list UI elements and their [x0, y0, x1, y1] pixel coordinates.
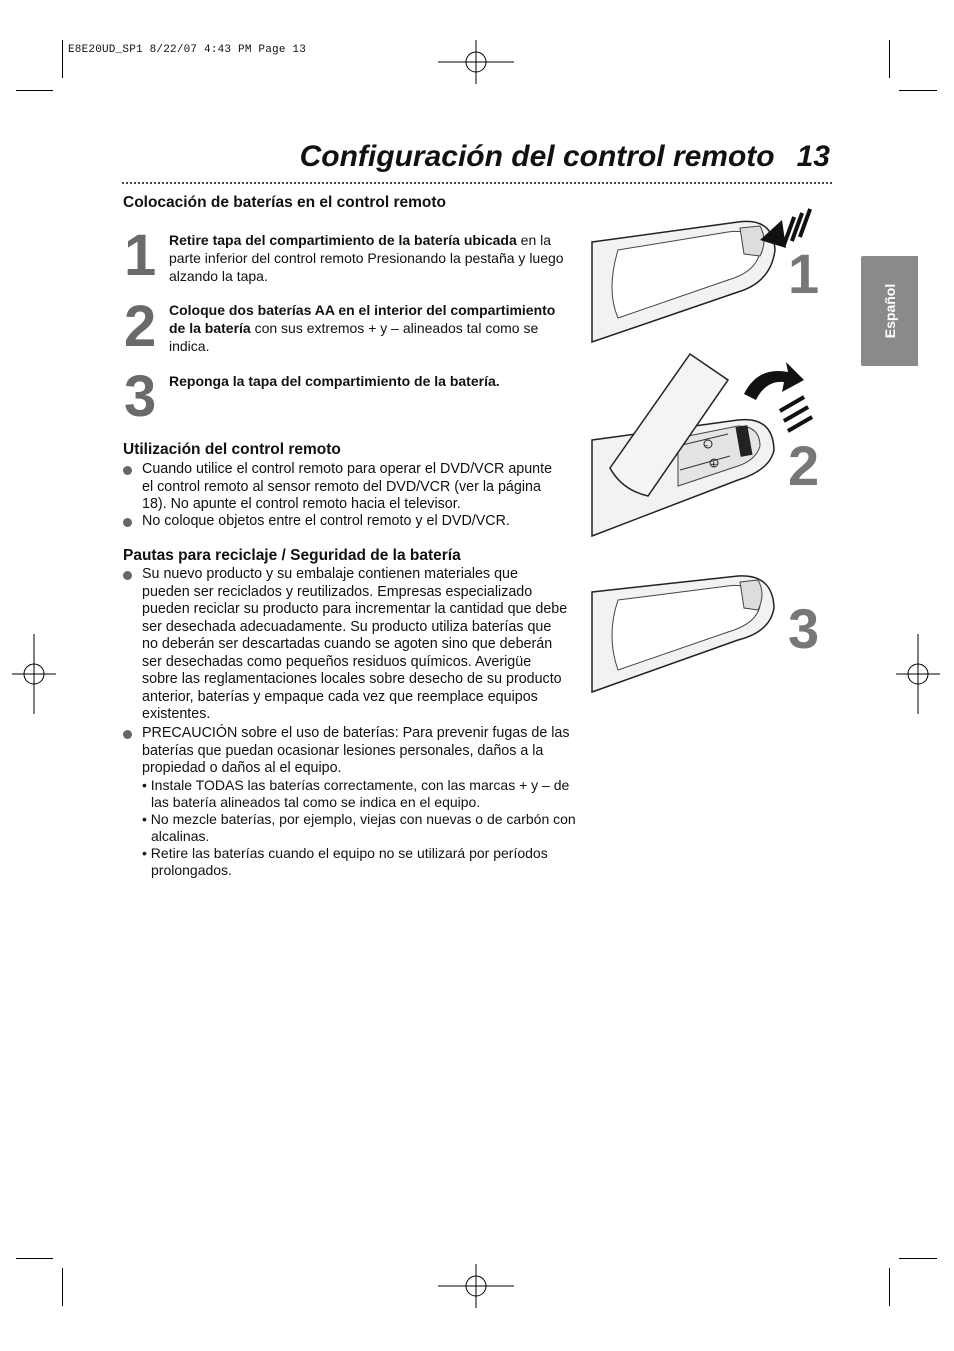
step-text-rest: con sus extremos + y – alineados tal como se indica.	[169, 320, 539, 354]
sub-list-item: • No mezcle baterías, por ejemplo, viejas con nuevas o de carbón con alcalinas.	[142, 811, 576, 844]
list-item-text: No coloque objetos entre el control remoto y el DVD/VCR.	[142, 513, 510, 529]
list-item	[123, 566, 568, 724]
list-item	[123, 461, 563, 514]
polarity-minus-label: –	[704, 441, 709, 451]
language-tab	[861, 256, 918, 366]
figure-number: 1	[788, 242, 820, 305]
list-item-text: PRECAUCIÓN sobre el uso de baterías: Para prevenir fugas de las baterías que puedan ocasionar lesiones personales, daños a la propiedad o daños al el equipo.	[142, 725, 570, 776]
step-text-bold: Coloque dos baterías AA en el interior del compartimiento de la batería	[169, 302, 556, 336]
polarity-plus-label: +	[710, 460, 718, 470]
section-heading-remote-use: Utilización del control remoto	[123, 441, 341, 458]
list-item-text: Cuando utilice el control remoto para operar el DVD/VCR apunte el control remoto al sensor remoto del DVD/VCR (ver la página 18). No apunte el control remoto hacia el televisor.	[142, 461, 553, 512]
step-number: 2	[124, 294, 157, 359]
section-heading-recycling: Pautas para reciclaje / Seguridad de la batería	[123, 547, 461, 564]
step-number: 1	[124, 223, 157, 288]
page-title-text: Configuración del control remoto	[299, 140, 775, 173]
bullet-icon	[123, 730, 132, 739]
step-number: 3	[124, 364, 157, 429]
step-text	[169, 231, 569, 285]
page-number: 13	[796, 140, 830, 173]
figure-number: 2	[788, 434, 820, 497]
figure-number: 3	[788, 597, 820, 660]
list-item	[123, 513, 563, 531]
list-item	[123, 725, 570, 778]
remote-illustration-3	[588, 570, 788, 700]
bullet-icon	[123, 571, 132, 580]
step-text-rest: en la parte inferior del control remoto Presionando la pestaña y luego alzando la tapa.	[169, 232, 564, 284]
sub-list-item: • Instale TODAS las baterías correctamente, con las marcas + y – de las batería alineados tal como se indica en el equipo.	[142, 777, 570, 810]
step-text-bold: Retire tapa del compartimiento de la batería ubicada	[169, 232, 517, 248]
dotted-rule	[122, 182, 832, 184]
bullet-icon	[123, 518, 132, 527]
list-item-text: Su nuevo producto y su embalaje contienen materiales que pueden ser reciclados y reutilizados. Empresas especializado pueden reciclar su producto para incrementar la cantidad que debe ser desechada adecuadamente. Su producto utiliza baterías que no deberán ser descartadas cuando se agoten sino que deberán ser desechadas como pequeños residuos químicos. Averigüe sobre las reglamentaciones locales sobre desecho de su producto anterior, baterías y empaque cada vez que reemplace equipos existentes.	[142, 566, 568, 722]
step-text	[169, 301, 564, 355]
step-text	[169, 372, 569, 390]
step-text-bold: Reponga la tapa del compartimiento de la batería.	[169, 373, 500, 389]
page-title	[300, 140, 830, 174]
sub-list-item: • Retire las baterías cuando el equipo no se utilizará por períodos prolongados.	[142, 845, 548, 878]
bullet-icon	[123, 466, 132, 475]
language-tab-label: Español	[881, 283, 898, 339]
print-slug: E8E20UD_SP1 8/22/07 4:43 PM Page 13	[68, 44, 307, 56]
section-heading-battery-install: Colocación de baterías en el control remoto	[123, 194, 446, 211]
